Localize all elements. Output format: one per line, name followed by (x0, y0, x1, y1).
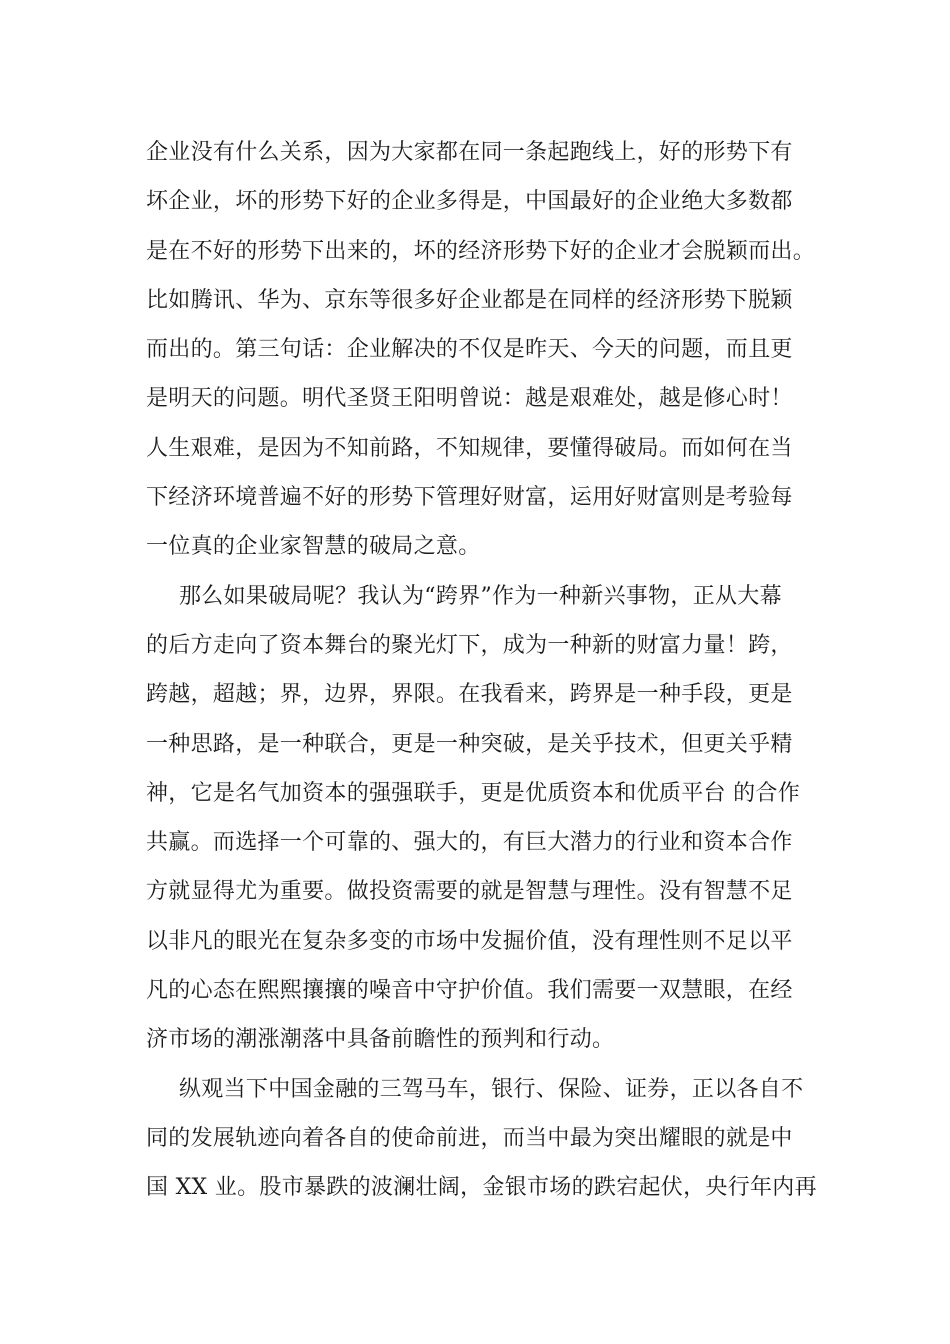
body-text (146, 128, 826, 1213)
text-line: 坏企业，坏的形势下好的企业多得是，中国最好的企业绝大多数都 (146, 189, 793, 215)
text-line: 神，它是名气加资本的强强联手，更是优质资本和优质平台 的合作 (146, 780, 800, 806)
text-line: 跨越，超越；界，边界，界限。在我看来，跨界是一种手段，更是 (146, 682, 793, 708)
text-line: 一种思路，是一种联合，更是一种突破，是关乎技术，但更关乎精 (146, 731, 793, 757)
text-line: 的后方走向了资本舞台的聚光灯下，成为一种新的财富力量！跨， (146, 632, 793, 658)
text-line: 是在不好的形势下出来的，坏的经济形势下好的企业才会脱颖而出。 (146, 238, 816, 264)
text-line: 人生艰难，是因为不知前路，不知规律，要懂得破局。而如何在当 (146, 435, 793, 461)
text-line: 国 XX 业。股市暴跌的波澜壮阔，金银市场的跌宕起伏，央行年内再 (146, 1175, 817, 1201)
paragraph-start-line: 那么如果破局呢？我认为“跨界”作为一种新兴事物，正从大幕 (179, 583, 782, 609)
text-line: 企业没有什么关系，因为大家都在同一条起跑线上，好的形势下有 (146, 140, 793, 165)
text-line: 方就显得尤为重要。做投资需要的就是智慧与理性。没有智慧不足 (146, 879, 793, 905)
text-line: 共赢。而选择一个可靠的、强大的，有巨大潜力的行业和资本合作 (146, 830, 793, 856)
text-line: 同的发展轨迹向着各自的使命前进，而当中最为突出耀眼的就是中 (146, 1125, 793, 1151)
paragraph-start-line: 纵观当下中国金融的三驾马车，银行、保险、证券，正以各自不 (179, 1076, 804, 1102)
text-line: 济市场的潮涨潮落中具备前瞻性的预判和行动。 (146, 1027, 615, 1053)
text-line: 而出的。第三句话：企业解决的不仅是昨天、今天的问题，而且更 (146, 337, 793, 363)
text-line: 是明天的问题。明代圣贤王阳明曾说：越是艰难处，越是修心时！ (146, 386, 793, 412)
text-line: 一位真的企业家智慧的破局之意。 (146, 534, 481, 560)
text-line: 比如腾讯、华为、京东等很多好企业都是在同样的经济形势下脱颖 (146, 287, 793, 313)
text-line: 以非凡的眼光在复杂多变的市场中发掘价值，没有理性则不足以平 (146, 928, 793, 954)
text-line: 下经济环境普遍不好的形势下管理好财富，运用好财富则是考验每 (146, 485, 793, 511)
text-line: 凡的心态在熙熙攘攘的噪音中守护价值。我们需要一双慧眼，在经 (146, 978, 793, 1004)
